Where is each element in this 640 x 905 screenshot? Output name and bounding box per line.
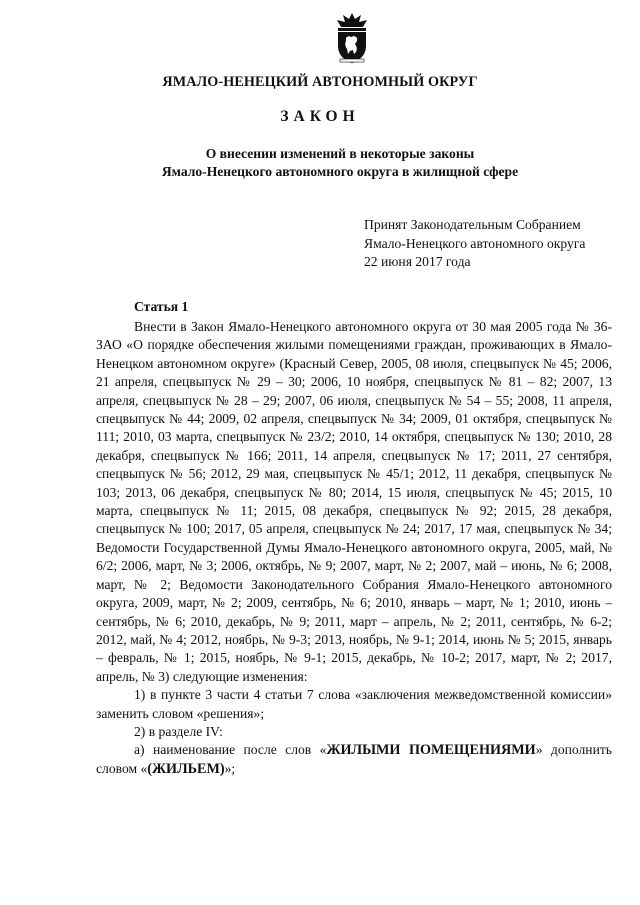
adoption-date: 22 июня 2017 года	[364, 254, 471, 269]
caps-phrase: (ЖИЛЬЕМ)	[147, 760, 225, 777]
coat-of-arms-icon	[332, 10, 372, 66]
region-name: ЯМАЛО-НЕНЕЦКИЙ АВТОНОМНЫЙ ОКРУГ	[162, 74, 478, 90]
article-body	[96, 318, 612, 778]
article-intro-paragraph: Внести в Закон Ямало-Ненецкого автономного округа от 30 мая 2005 года № 36-ЗАО «О порядке обеспечения жилыми помещениями граждан, проживающих в Ямало-Ненецком автономном округе» (Красный Север, 2005, 08 июля, спецвыпуск № 45; 2006, 21 апреля, спецвыпуск № 29 – 30; 2006, 10 ноября, спецвыпуск № 81 – 82; 2007, 13 апреля, спецвыпуск № 28 – 29; 2007, 06 июля, спецвыпуск № 54 – 55; 2008, 11 апреля, спецвыпуск № 44; 2009, 02 апреля, спецвыпуск № 34; 2009, 01 октября, спецвыпуск № 111; 2010, 03 марта, спецвыпуск № 23/2; 2010, 14 октября, спецвыпуск № 130; 2010, 28 декабря, спецвыпуск № 166; 2011, 14 апреля, спецвыпуск № 17; 2011, 27 сентября, спецвыпуск № 56; 2012, 29 мая, спецвыпуск № 45/1; 2012, 11 декабря, спецвыпуск № 103; 2013, 06 декабря, спецвыпуск № 80; 2014, 15 июля, спецвыпуск № 45; 2015, 10 марта, спецвыпуск № 11; 2015, 08 декабря, спецвыпуск № 92; 2015, 28 декабря, спецвыпуск № 100; 2017, 05 апреля, спецвыпуск № 24; 2017, 17 мая, спецвыпуск № 34; Ведомости Государственной Думы Ямало-Ненецкого автономного округа, 2005, май, № 6/2; 2006, март, № 3; 2006, октябрь, № 9; 2007, март, № 2; 2007, май – июнь, № 6; 2008, март, № 2; Ведомости Законодательного Собрания Ямало-Ненецкого автономного округа, 2009, март, № 2; 2009, сентябрь, № 6; 2010, январь – март, № 1; 2010, июнь – сентябрь, № 6; 2010, декабрь, № 9; 2011, март – апрель, № 2; 2011, сентябрь, № 6-2; 2012, май, № 4; 2012, ноябрь, № 9-3; 2013, ноябрь, № 9-1; 2014, июнь № 5; 2015, январь – февраль, № 1; 2015, ноябрь, № 9-1; 2015, декабрь, № 10-2; 2017, март, № 2; 2017, апрель, № 3) следующие изменения:	[96, 319, 612, 684]
amendment-item: 1) в пункте 3 части 4 статьи 7 слова «заключения межведомственной комиссии» заменить словом «решения»;	[96, 687, 612, 721]
adoption-line: Ямало-Ненецкого автономного округа	[364, 235, 586, 251]
law-title-line: О внесении изменений в некоторые законы	[205, 146, 475, 161]
adoption-line: Принят Законодательным Собранием	[364, 217, 581, 232]
law-title	[0, 145, 640, 181]
amendment-item: 2) в разделе IV:	[134, 723, 223, 739]
amendment-subitem	[96, 741, 612, 778]
text-fragment: »;	[224, 760, 236, 776]
document-type: ЗАКОН	[280, 108, 360, 125]
law-title-line: Ямало-Ненецкого автономного округа в жилищной сфере	[161, 164, 519, 179]
adoption-note	[364, 216, 585, 272]
caps-phrase: ЖИЛЫМИ ПОМЕЩЕНИЯМИ	[326, 742, 536, 759]
text-fragment: а) наименование после слов «	[134, 742, 327, 758]
text-fragment: » дополнить словом «	[96, 742, 612, 776]
article-heading: Статья 1	[134, 299, 189, 314]
